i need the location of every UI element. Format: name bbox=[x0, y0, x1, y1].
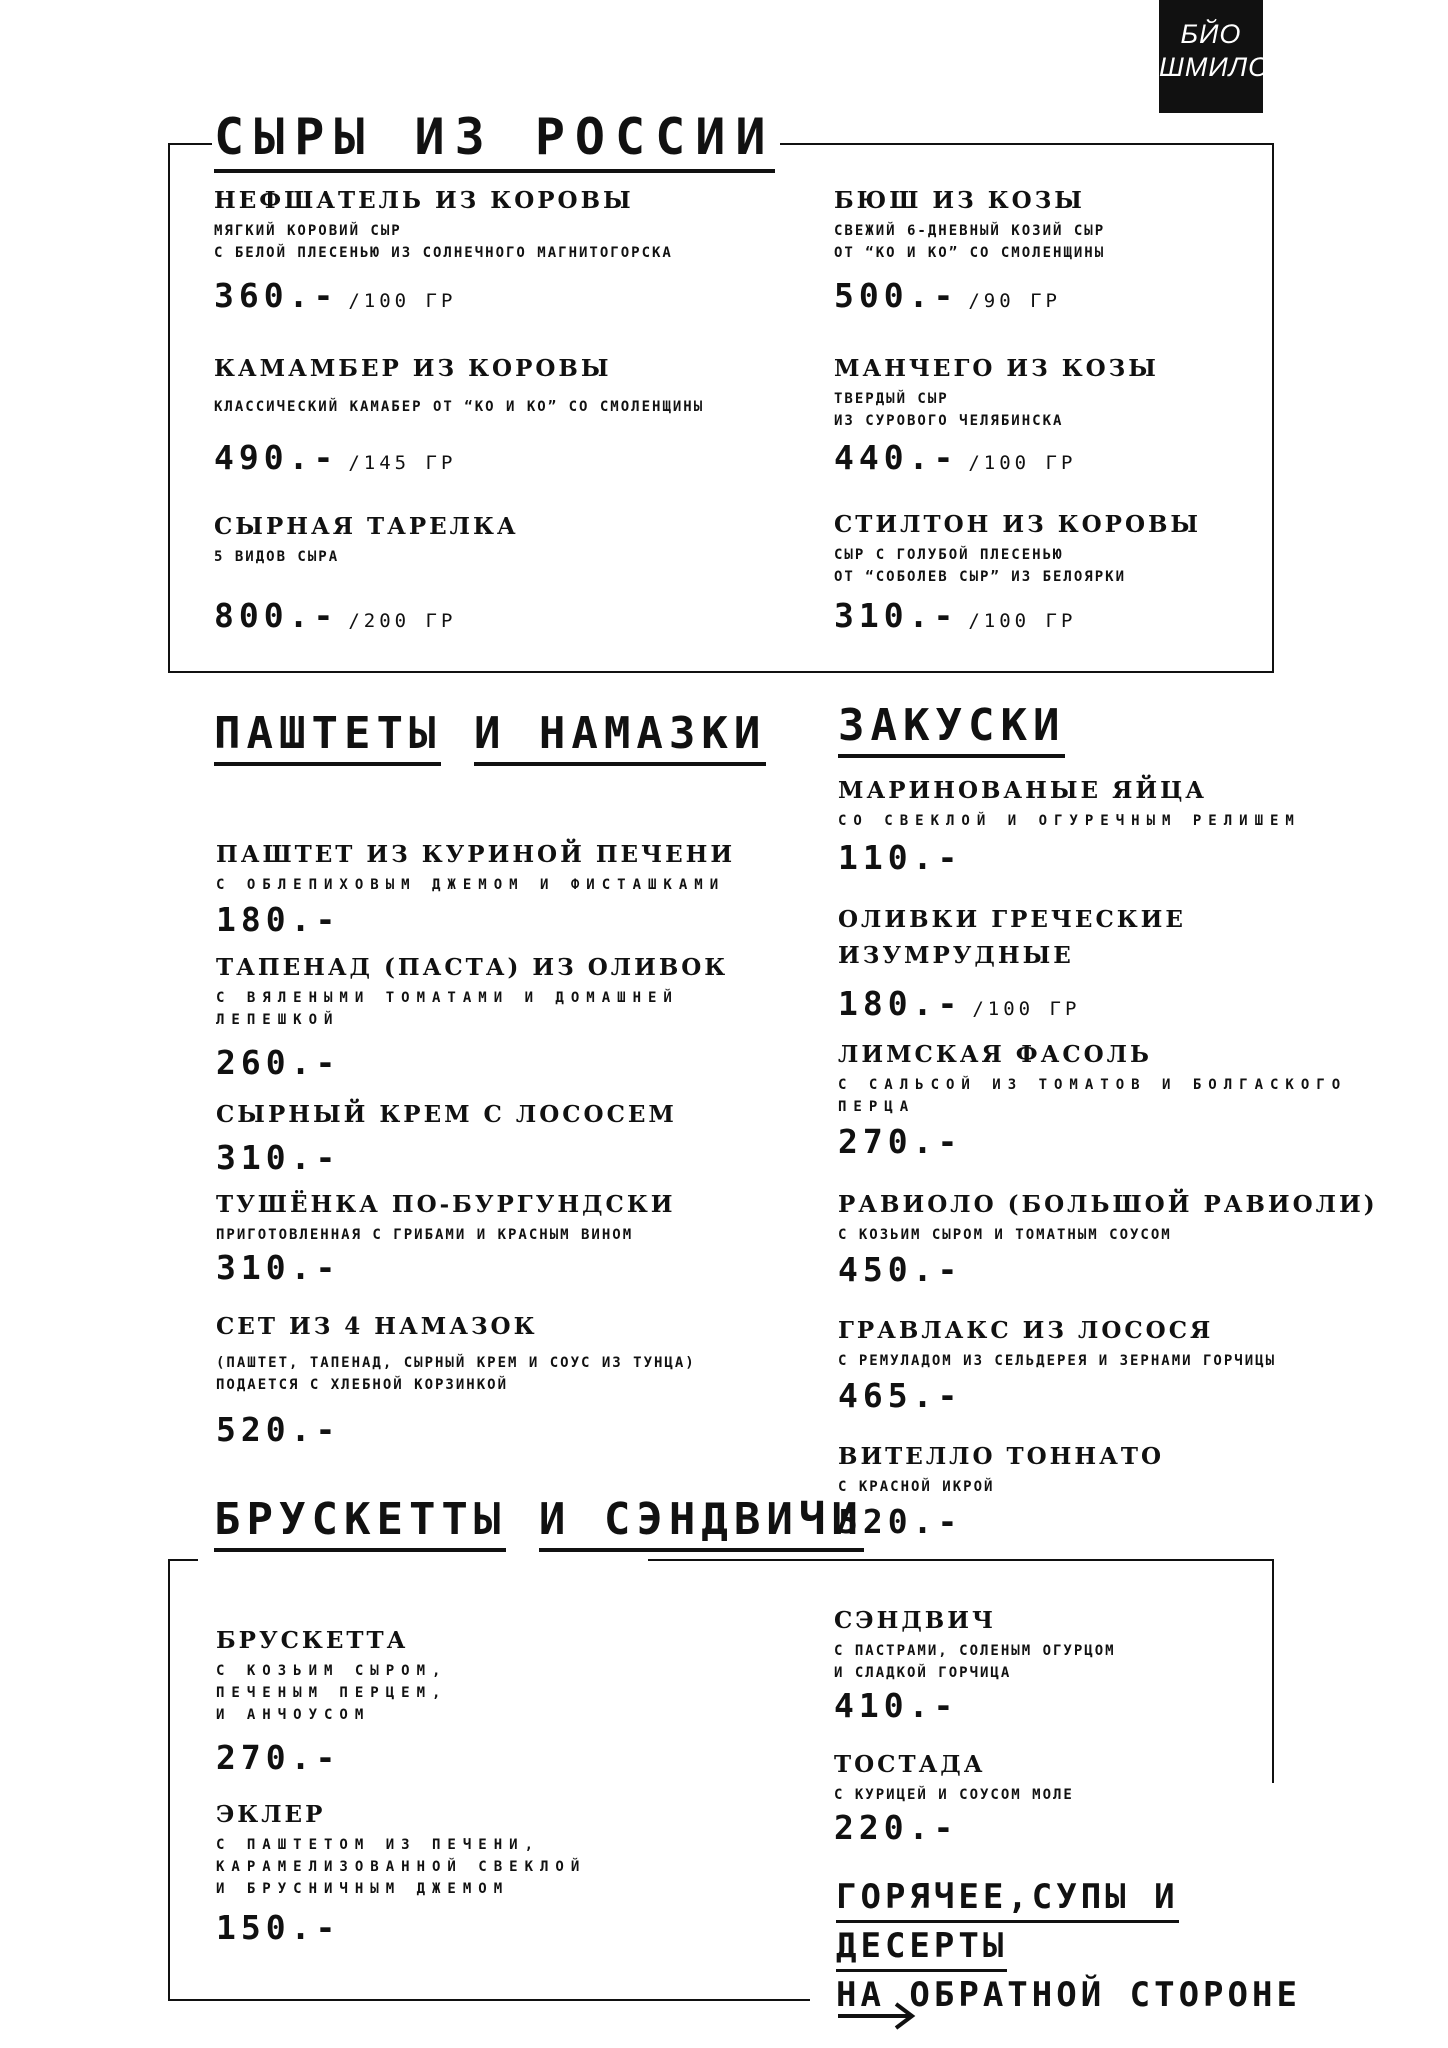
item-price: 800.- /200 ГР bbox=[214, 596, 457, 635]
item-price: 180.- bbox=[216, 900, 341, 939]
item-price: 310.- /100 ГР bbox=[834, 596, 1077, 635]
frame-line bbox=[168, 143, 212, 145]
item-description: ТВЕРДЫЙ СЫР ИЗ СУРОВОГО ЧЕЛЯБИНСКА bbox=[834, 391, 1064, 429]
menu-item bbox=[838, 1316, 1276, 1416]
item-weight: /100 ГР bbox=[968, 452, 1077, 474]
item-price: 180.- /100 ГР bbox=[838, 984, 1081, 1023]
item-name: СТИЛТОН ИЗ КОРОВЫ bbox=[834, 511, 1202, 538]
menu-item bbox=[838, 1040, 1347, 1162]
frame-line bbox=[168, 143, 170, 673]
item-price: 500.- /90 ГР bbox=[834, 276, 1061, 315]
frame-line bbox=[168, 1559, 198, 1561]
item-price: 440.- /100 ГР bbox=[834, 438, 1077, 477]
item-weight: /90 ГР bbox=[968, 290, 1061, 312]
item-description: С ОБЛЕПИХОВЫМ ДЖЕМОМ И ФИСТАШКАМИ bbox=[216, 877, 726, 893]
item-description: СЫР С ГОЛУБОЙ ПЛЕСЕНЬЮ ОТ “СОБОЛЕВ СЫР” ИЗ БЕЛОЯРКИ bbox=[834, 547, 1127, 585]
item-name: БРУСКЕТТА bbox=[216, 1627, 409, 1654]
item-description: СО СВЕКЛОЙ И ОГУРЕЧНЫМ РЕЛИШЕМ bbox=[838, 813, 1301, 829]
item-price: 360.- /100 ГР bbox=[214, 276, 457, 315]
frame-line bbox=[168, 1999, 810, 2001]
item-price: 110.- bbox=[838, 838, 963, 877]
item-price: 520.- bbox=[216, 1410, 341, 1449]
note-line-3: НА ОБРАТНОЙ СТОРОНЕ bbox=[836, 1975, 1301, 2015]
reverse-side-note bbox=[836, 1874, 1301, 2018]
section-title-bruschetta: БРУСКЕТТЫ И СЭНДВИЧИ bbox=[214, 1488, 864, 1552]
item-price: 310.- bbox=[216, 1138, 341, 1177]
item-price: 220.- bbox=[834, 1808, 959, 1847]
frame-line bbox=[168, 1559, 170, 2001]
frame-line bbox=[780, 143, 1274, 145]
item-weight: /100 ГР bbox=[968, 610, 1077, 632]
item-description: С КУРИЦЕЙ И СОУСОМ МОЛЕ bbox=[834, 1787, 1074, 1803]
logo bbox=[1159, 0, 1271, 113]
item-price: 490.- /145 ГР bbox=[214, 438, 457, 477]
item-weight: /200 ГР bbox=[348, 610, 457, 632]
item-price: 270.- bbox=[216, 1738, 341, 1777]
item-description: С САЛЬСОЙ ИЗ ТОМАТОВ И БОЛГАСКОГО ПЕРЦА bbox=[838, 1077, 1348, 1115]
item-weight: /100 ГР bbox=[972, 998, 1081, 1020]
item-description: 5 ВИДОВ СЫРА bbox=[214, 549, 340, 565]
item-description: КЛАССИЧЕСКИЙ КАМАБЕР ОТ “КО И КО” СО СМОЛЕНЩИНЫ bbox=[214, 399, 705, 415]
item-name: СЫРНАЯ ТАРЕЛКА bbox=[214, 513, 519, 540]
menu-item bbox=[216, 953, 728, 1083]
menu-item bbox=[214, 354, 704, 483]
item-name: СЫРНЫЙ КРЕМ С ЛОСОСЕМ bbox=[216, 1101, 677, 1128]
menu-item bbox=[216, 1312, 696, 1450]
item-name: ЛИМСКАЯ ФАСОЛЬ bbox=[838, 1041, 1152, 1068]
item-description: СВЕЖИЙ 6-ДНЕВНЫЙ КОЗИЙ СЫР ОТ “КО И КО” СО СМОЛЕНЩИНЫ bbox=[834, 223, 1106, 261]
item-description: С ВЯЛЕНЫМИ ТОМАТАМИ И ДОМАШНЕЙ ЛЕПЕШКОЙ bbox=[216, 990, 679, 1028]
menu-item bbox=[216, 1800, 586, 1948]
item-name: НЕФШАТЕЛЬ ИЗ КОРОВЫ bbox=[214, 187, 634, 214]
item-price: 465.- bbox=[838, 1376, 963, 1415]
menu-item bbox=[216, 840, 735, 940]
item-name: КАМАМБЕР ИЗ КОРОВЫ bbox=[214, 355, 612, 382]
menu-item bbox=[838, 1190, 1378, 1290]
menu-item bbox=[838, 1442, 1164, 1542]
item-name: ОЛИВКИ ГРЕЧЕСКИЕ ИЗУМРУДНЫЕ bbox=[838, 906, 1186, 969]
item-name: ТУШЁНКА ПО-БУРГУНДСКИ bbox=[216, 1191, 676, 1218]
menu-item bbox=[214, 512, 519, 641]
note-line-2: ДЕСЕРТЫ bbox=[836, 1923, 1007, 1972]
item-description: С РЕМУЛАДОМ ИЗ СЕЛЬДЕРЕЯ И ЗЕРНАМИ ГОРЧИЦЫ bbox=[838, 1353, 1277, 1369]
item-price: 270.- bbox=[838, 1122, 963, 1161]
item-description: (ПАШТЕТ, ТАПЕНАД, СЫРНЫЙ КРЕМ И СОУС ИЗ ТУНЦА) ПОДАЕТСЯ С ХЛЕБНОЙ КОРЗИНКОЙ bbox=[216, 1355, 696, 1393]
frame-line bbox=[1272, 1559, 1274, 1783]
item-description: С КОЗЬИМ СЫРОМ, ПЕЧЕНЫМ ПЕРЦЕМ, И АНЧОУСОМ bbox=[216, 1663, 448, 1723]
item-name: МАРИНОВАНЫЕ ЯЙЦА bbox=[838, 777, 1208, 804]
item-description: ПРИГОТОВЛЕННАЯ С ГРИБАМИ И КРАСНЫМ ВИНОМ bbox=[216, 1227, 634, 1243]
item-name: РАВИОЛО (БОЛЬШОЙ РАВИОЛИ) bbox=[838, 1191, 1378, 1218]
item-description: С ПАШТЕТОМ ИЗ ПЕЧЕНИ, КАРАМЕЛИЗОВАННОЙ СВЕКЛОЙ И БРУСНИЧНЫМ ДЖЕМОМ bbox=[216, 1837, 587, 1897]
menu-item bbox=[214, 186, 673, 321]
menu-item bbox=[834, 1750, 1074, 1848]
item-name: ТОСТАДА bbox=[834, 1751, 986, 1778]
item-weight: /145 ГР bbox=[348, 452, 457, 474]
item-name: БЮШ ИЗ КОЗЫ bbox=[834, 187, 1085, 214]
section-title-pates: ПАШТЕТЫ И НАМАЗКИ bbox=[214, 702, 766, 766]
item-name: ПАШТЕТ ИЗ КУРИНОЙ ПЕЧЕНИ bbox=[216, 841, 736, 868]
item-name: МАНЧЕГО ИЗ КОЗЫ bbox=[834, 355, 1159, 382]
menu-item bbox=[838, 902, 1186, 1029]
arrow-right-icon bbox=[836, 1998, 916, 2034]
item-description: С ПАСТРАМИ, СОЛЕНЫМ ОГУРЦОМ И СЛАДКОЙ ГОРЧИЦА bbox=[834, 1643, 1116, 1681]
menu-item bbox=[216, 1190, 675, 1288]
item-name: СЕТ ИЗ 4 НАМАЗОК bbox=[216, 1313, 538, 1340]
menu-item bbox=[834, 1606, 1116, 1726]
item-price: 310.- bbox=[216, 1248, 341, 1287]
menu-item bbox=[216, 1100, 677, 1178]
frame-line bbox=[648, 1559, 1274, 1561]
item-name: ЭКЛЕР bbox=[216, 1801, 326, 1828]
item-price: 260.- bbox=[216, 1043, 341, 1082]
item-weight: /100 ГР bbox=[348, 290, 457, 312]
menu-item bbox=[834, 354, 1159, 483]
frame-line bbox=[168, 671, 1274, 673]
frame-line bbox=[1272, 143, 1274, 673]
item-name: ГРАВЛАКС ИЗ ЛОСОСЯ bbox=[838, 1317, 1214, 1344]
item-price: 520.- bbox=[838, 1502, 963, 1541]
item-name: ВИТЕЛЛО ТОННАТО bbox=[838, 1443, 1165, 1470]
item-price: 410.- bbox=[834, 1686, 959, 1725]
logo-line-2: ШМИЛО bbox=[1159, 52, 1271, 82]
menu-item bbox=[216, 1626, 447, 1778]
menu-item bbox=[838, 776, 1301, 878]
menu-item bbox=[834, 186, 1105, 321]
note-line-1: ГОРЯЧЕЕ,СУПЫ И bbox=[836, 1874, 1179, 1923]
item-price: 150.- bbox=[216, 1908, 341, 1947]
item-description: МЯГКИЙ КОРОВИЙ СЫР С БЕЛОЙ ПЛЕСЕНЬЮ ИЗ СОЛНЕЧНОГО МАГНИТОГОРСКА bbox=[214, 223, 673, 261]
item-description: С КРАСНОЙ ИКРОЙ bbox=[838, 1479, 995, 1495]
menu-item bbox=[834, 510, 1201, 641]
section-title-cheese: СЫРЫ ИЗ РОССИИ bbox=[214, 110, 775, 173]
item-description: С КОЗЬИМ СЫРОМ И ТОМАТНЫМ СОУСОМ bbox=[838, 1227, 1172, 1243]
item-name: ТАПЕНАД (ПАСТА) ИЗ ОЛИВОК bbox=[216, 954, 729, 981]
logo-line-1: БЙО bbox=[1180, 19, 1242, 49]
item-name: СЭНДВИЧ bbox=[834, 1607, 996, 1634]
section-title-snacks: ЗАКУСКИ bbox=[838, 702, 1065, 758]
item-price: 450.- bbox=[838, 1250, 963, 1289]
